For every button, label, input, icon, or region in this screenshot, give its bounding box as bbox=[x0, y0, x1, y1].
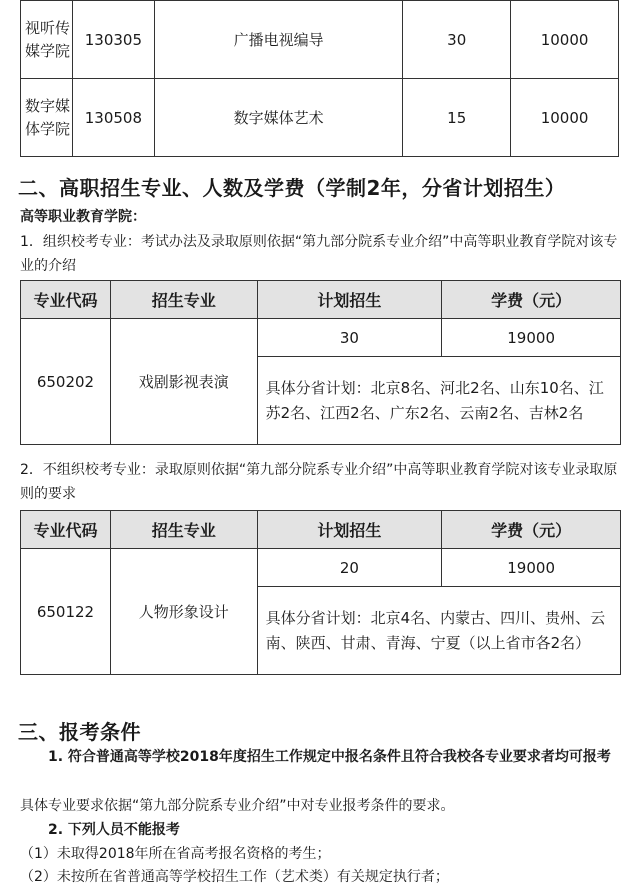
code-cell: 130508 bbox=[72, 79, 154, 157]
column-header: 专业代码 bbox=[21, 511, 111, 549]
major-cell: 戏剧影视表演 bbox=[110, 319, 257, 445]
condition-item-1: 1. 符合普通高等学校2018年度招生工作规定中报名条件且符合我校各专业要求者均可报考 bbox=[48, 749, 611, 765]
plan-table-2 bbox=[20, 510, 621, 675]
column-header: 计划招生 bbox=[257, 281, 442, 319]
table-row bbox=[21, 1, 619, 79]
column-header: 招生专业 bbox=[110, 281, 257, 319]
fee-cell: 10000 bbox=[511, 79, 619, 157]
table-row bbox=[21, 319, 621, 357]
exclusion-line: （2）未按所在省普通高等学校招生工作（艺术类）有关规定执行者； bbox=[20, 869, 449, 885]
column-header: 专业代码 bbox=[21, 281, 111, 319]
plan-table-1 bbox=[20, 280, 621, 445]
column-header: 招生专业 bbox=[110, 511, 257, 549]
table-row bbox=[21, 549, 621, 587]
plan-cell: 15 bbox=[403, 79, 511, 157]
plan-cell: 20 bbox=[257, 549, 442, 587]
province-plan-cell: 具体分省计划：北京4名、内蒙古、四川、贵州、云南、陕西、甘肃、青海、宁夏（以上省市各2名） bbox=[257, 587, 620, 675]
top-major-table bbox=[20, 0, 619, 157]
column-header: 计划招生 bbox=[257, 511, 442, 549]
major-cell: 广播电视编导 bbox=[154, 1, 402, 79]
college-cell: 数字媒体学院 bbox=[21, 79, 73, 157]
college-name: 高等职业教育学院： bbox=[20, 209, 146, 225]
major-cell: 人物形象设计 bbox=[110, 549, 257, 675]
code-cell: 650122 bbox=[21, 549, 111, 675]
condition-item-2: 2. 下列人员不能报考 bbox=[48, 822, 180, 838]
table-header-row bbox=[21, 511, 621, 549]
code-cell: 650202 bbox=[21, 319, 111, 445]
paragraph-item-1: 1．组织校考专业：考试办法及录取原则依据“第九部分院系专业介绍”中高等职业教育学院对该专业的介绍 bbox=[20, 234, 618, 274]
code-cell: 130305 bbox=[72, 1, 154, 79]
table-header-row bbox=[21, 281, 621, 319]
plan-cell: 30 bbox=[257, 319, 442, 357]
column-header: 学费（元） bbox=[442, 511, 621, 549]
section-heading: 三、报考条件 bbox=[18, 720, 141, 744]
plan-cell: 30 bbox=[403, 1, 511, 79]
condition-note: 具体专业要求依据“第九部分院系专业介绍”中对专业报考条件的要求。 bbox=[20, 798, 455, 814]
fee-cell: 10000 bbox=[511, 1, 619, 79]
paragraph-item-2: 2．不组织校考专业：录取原则依据“第九部分院系专业介绍”中高等职业教育学院对该专业录取原则的要求 bbox=[20, 462, 618, 502]
fee-cell: 19000 bbox=[442, 549, 621, 587]
major-cell: 数字媒体艺术 bbox=[154, 79, 402, 157]
table-row bbox=[21, 79, 619, 157]
fee-cell: 19000 bbox=[442, 319, 621, 357]
column-header: 学费（元） bbox=[442, 281, 621, 319]
section-heading: 二、高职招生专业、人数及学费（学制2年，分省计划招生） bbox=[18, 176, 566, 200]
college-cell: 视听传媒学院 bbox=[21, 1, 73, 79]
province-plan-cell: 具体分省计划：北京8名、河北2名、山东10名、江苏2名、江西2名、广东2名、云南2名、吉林2名 bbox=[257, 357, 620, 445]
exclusion-line: （1）未取得2018年所在省高考报名资格的考生； bbox=[20, 846, 331, 862]
